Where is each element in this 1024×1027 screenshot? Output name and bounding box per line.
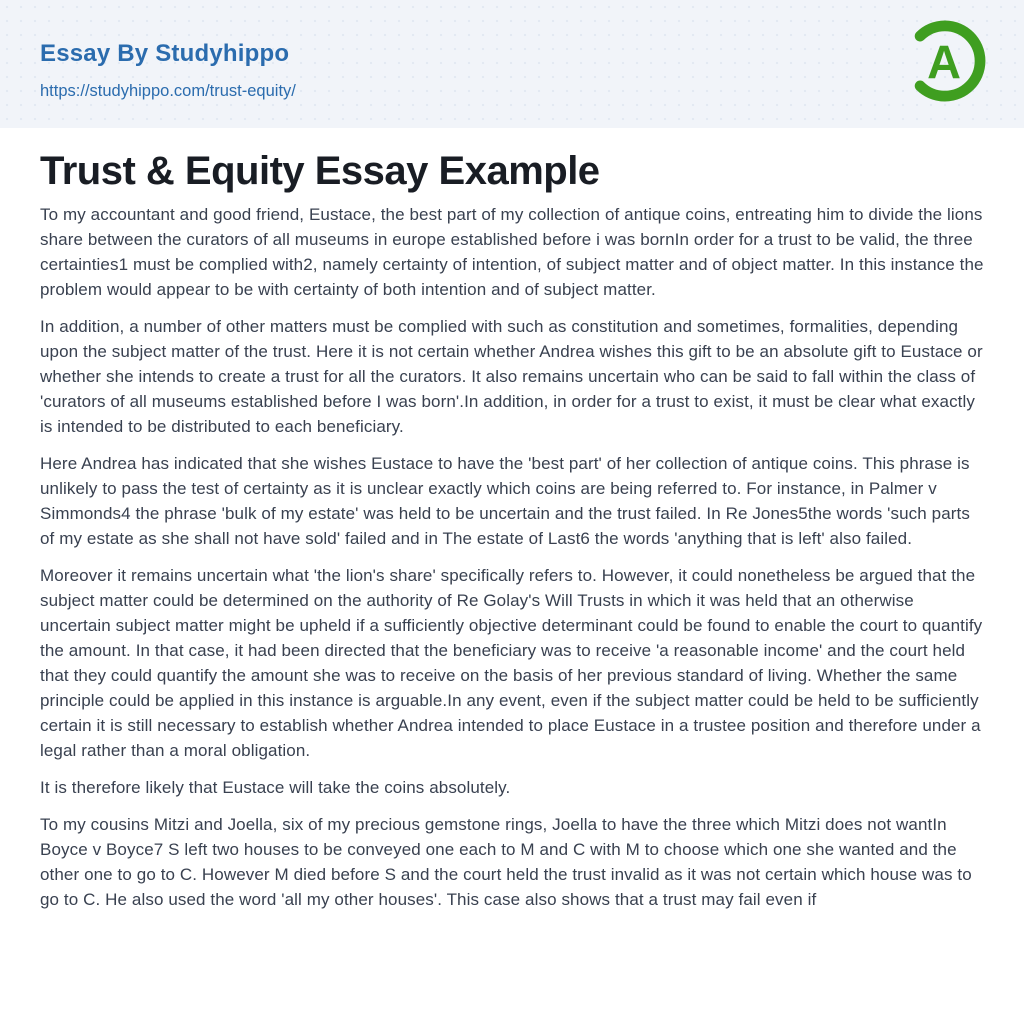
- header-text-block: [40, 42, 296, 128]
- article-url-link[interactable]: https://studyhippo.com/trust-equity/: [40, 82, 296, 100]
- essay-paragraph-2: In addition, a number of other matters must be complied with such as constitution and sometimes, formalities, depending upon the subject matter of the trust. Here it is not certain whether Andrea wishes this gift to be an absolute gift to Eustace or whether she intends to create a trust for all the curators. It also remains uncertain who can be said to fall within the class of 'curators of all museums established before I was born'.In addition, in order for a trust to exist, it must be clear what exactly is intended to be distributed to each beneficiary.: [40, 317, 983, 436]
- page-title: Trust & Equity Essay Example: [40, 149, 600, 193]
- essay-paragraph-5: It is therefore likely that Eustace will take the coins absolutely.: [40, 778, 511, 797]
- essay-paragraph-4: Moreover it remains uncertain what 'the lion's share' specifically refers to. However, it could nonetheless be argued that the subject matter could be determined on the authority of Re Golay's Will Trusts in which it was held that an otherwise uncertain subject matter might be upheld if a sufficiently objective determinant could be found to enable the court to quantify the amount. In that case, it had been directed that the beneficiary was to receive 'a reasonable income' and the court held that they could quantify the amount she was to receive on the basis of her previous standard of living. Whether the same principle could be applied in this instance is arguable.In any event, even if the subject matter could be held to be sufficiently certain it is still necessary to establish whether Andrea intended to place Eustace in a trustee position and therefore under a legal rather than a moral obligation.: [40, 566, 983, 760]
- studyhippo-logo: [904, 20, 986, 102]
- essay-paragraph-6: To my cousins Mitzi and Joella, six of my precious gemstone rings, Joella to have the three which Mitzi does not wantIn Boyce v Boyce7 S left two houses to be conveyed one each to M and C with M to choose which one she wanted and the other one to go to C. However M died before S and the court held the trust invalid as it was not certain which house was to go to C. He also used the word 'all my other houses'. This case also shows that a trust may fail even if: [40, 815, 972, 909]
- header-bar: [0, 0, 1024, 128]
- essay-paragraph-3: Here Andrea has indicated that she wishes Eustace to have the 'best part' of her collection of antique coins. This phrase is unlikely to pass the test of certainty as it is unclear exactly which coins are being referred to. For instance, in Palmer v Simmonds4 the phrase 'bulk of my estate' was held to be uncertain and the trust failed. In Re Jones5the words 'such parts of my estate as she shall not have sold' failed and in The estate of Last6 the words 'anything that is left' also failed.: [40, 454, 970, 548]
- site-title: Essay By Studyhippo: [40, 40, 290, 67]
- article-body: [0, 147, 1024, 912]
- essay-paragraph-1: To my accountant and good friend, Eustace, the best part of my collection of antique coins, entreating him to divide the lions share between the curators of all museums in europe established before i was bornIn order for a trust to be valid, the three certainties1 must be complied with2, namely certainty of intention, of subject matter and of object matter. In this instance the problem would appear to be with certainty of both intention and of subject matter.: [40, 205, 984, 299]
- logo-letter: A: [927, 36, 961, 89]
